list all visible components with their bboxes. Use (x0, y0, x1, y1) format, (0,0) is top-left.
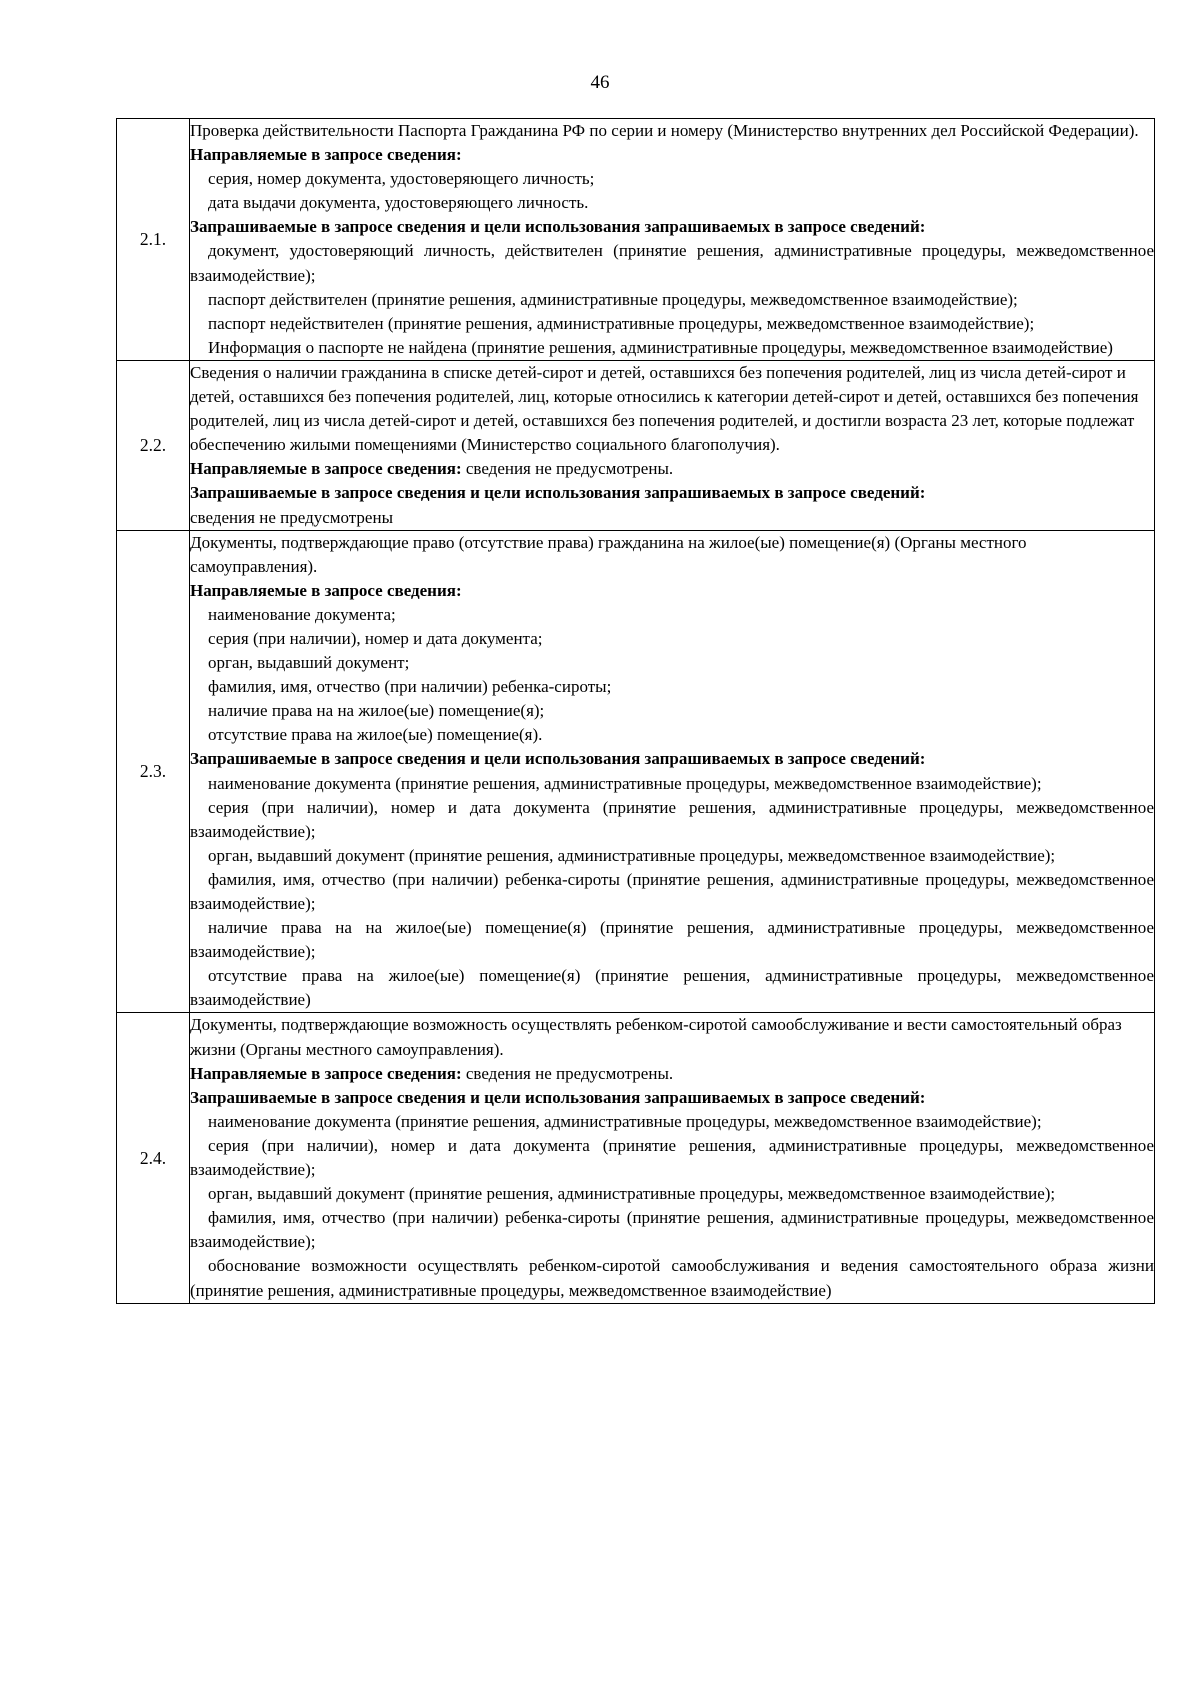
sent-line (190, 457, 1154, 481)
table-row (117, 530, 1155, 1013)
row-number: 2.2. (117, 360, 190, 530)
list-item: наименование документа (принятие решения, административные процедуры, межведомственное взаимодействие); (208, 773, 1042, 793)
sent-label: Направляемые в запросе сведения: (190, 459, 462, 479)
list-item: серия, номер документа, удостоверяющего личность; (208, 169, 595, 189)
list-item: серия (при наличии), номер и дата документа (принятие решения, административные процедуры, межведомственное взаимодействие); (190, 1135, 1154, 1180)
row-content (190, 1013, 1155, 1303)
page-number: 46 (590, 72, 610, 93)
table-row (117, 1013, 1155, 1303)
list-item: серия (при наличии), номер и дата документа; (208, 628, 543, 648)
row-content (190, 360, 1155, 530)
list-item: орган, выдавший документ (принятие решения, административные процедуры, межведомственное взаимодействие); (208, 1184, 1056, 1204)
row-number: 2.1. (117, 119, 190, 361)
table-row (117, 360, 1155, 530)
requested-value: сведения не предусмотрены (190, 507, 393, 527)
list-item: отсутствие права на жилое(ые) помещение(я). (208, 725, 543, 745)
list-item: наименование документа; (208, 604, 396, 624)
list-item: фамилия, имя, отчество (при наличии) ребенка-сироты (принятие решения, административные процедуры, межведомственное взаимодействие); (190, 869, 1154, 913)
requested-label: Запрашиваемые в запросе сведения и цели использования запрашиваемых в запросе сведений: (190, 217, 926, 237)
table-row (117, 119, 1155, 361)
row-content (190, 530, 1155, 1013)
row-intro: Сведения о наличии гражданина в списке детей-сирот и детей, оставшихся без попечения родителей, лиц из числа детей-сирот и детей, оставшихся без попечения родителей, лиц, которые относились к категории детей-сирот и детей, оставшихся без попечения родителей, лиц из числа детей-сирот и детей, оставшихся без попечения родителей, и достигли возраста 23 лет, которые подлежат обеспечению жилыми помещениями (Министерство социального благополучия). (190, 362, 1139, 455)
sent-label: Направляемые в запросе сведения: (190, 1063, 462, 1083)
list-item: наличие права на на жилое(ые) помещение(я); (208, 701, 545, 721)
requested-label: Запрашиваемые в запросе сведения и цели использования запрашиваемых в запросе сведений: (190, 483, 926, 503)
sent-label: Направляемые в запросе сведения: (190, 580, 462, 600)
row-intro: Проверка действительности Паспорта Гражданина РФ по серии и номеру (Министерство внутренних дел Российской Федерации). (190, 121, 1139, 140)
list-item: серия (при наличии), номер и дата документа (принятие решения, административные процедуры, межведомственное взаимодействие); (190, 797, 1154, 841)
list-item: документ, удостоверяющий личность, действителен (принятие решения, административные процедуры, межведомственное взаимодействие); (190, 241, 1154, 285)
requested-label: Запрашиваемые в запросе сведения и цели использования запрашиваемых в запросе сведений: (190, 749, 926, 769)
list-item: отсутствие права на жилое(ые) помещение(я) (принятие решения, административные процедуры, межведомственное взаимодействие) (190, 966, 1154, 1010)
list-item: Информация о паспорте не найдена (принятие решения, административные процедуры, межведомственное взаимодействие) (208, 337, 1113, 357)
list-item: паспорт действителен (принятие решения, административные процедуры, межведомственное взаимодействие); (208, 289, 1018, 309)
sent-value: сведения не предусмотрены. (465, 459, 674, 479)
list-item: фамилия, имя, отчество (при наличии) ребенка-сироты (принятие решения, административные процедуры, межведомственное взаимодействие); (190, 1208, 1154, 1252)
sent-value: сведения не предусмотрены. (465, 1063, 674, 1083)
list-item: паспорт недействителен (принятие решения, административные процедуры, межведомственное взаимодействие); (208, 313, 1035, 333)
sent-line (190, 1062, 1154, 1086)
row-number: 2.3. (117, 530, 190, 1013)
row-number: 2.4. (117, 1013, 190, 1303)
sent-label: Направляемые в запросе сведения: (190, 145, 462, 165)
requested-label: Запрашиваемые в запросе сведения и цели использования запрашиваемых в запросе сведений: (190, 1087, 926, 1107)
row-intro: Документы, подтверждающие право (отсутствие права) гражданина на жилое(ые) помещение(я) (Органы местного самоуправления). (190, 532, 1027, 576)
list-item: орган, выдавший документ (принятие решения, административные процедуры, межведомственное взаимодействие); (208, 845, 1056, 865)
list-item: наличие права на на жилое(ые) помещение(я) (принятие решения, административные процедуры, межведомственное взаимодействие); (190, 918, 1154, 962)
list-item: фамилия, имя, отчество (при наличии) ребенка-сироты; (208, 677, 612, 697)
list-item: наименование документа (принятие решения, административные процедуры, межведомственное взаимодействие); (208, 1111, 1042, 1131)
list-item: дата выдачи документа, удостоверяющего личность. (208, 193, 589, 213)
row-content (190, 119, 1155, 361)
list-item: обоснование возможности осуществлять ребенком-сиротой самообслуживания и ведения самостоятельного образа жизни (принятие решения, административные процедуры, межведомственное взаимодействие) (190, 1256, 1154, 1300)
row-intro: Документы, подтверждающие возможность осуществлять ребенком-сиротой самообслуживание и вести самостоятельный образ жизни (Органы местного самоуправления). (190, 1015, 1122, 1059)
info-table (116, 118, 1155, 1304)
list-item: орган, выдавший документ; (208, 653, 410, 673)
